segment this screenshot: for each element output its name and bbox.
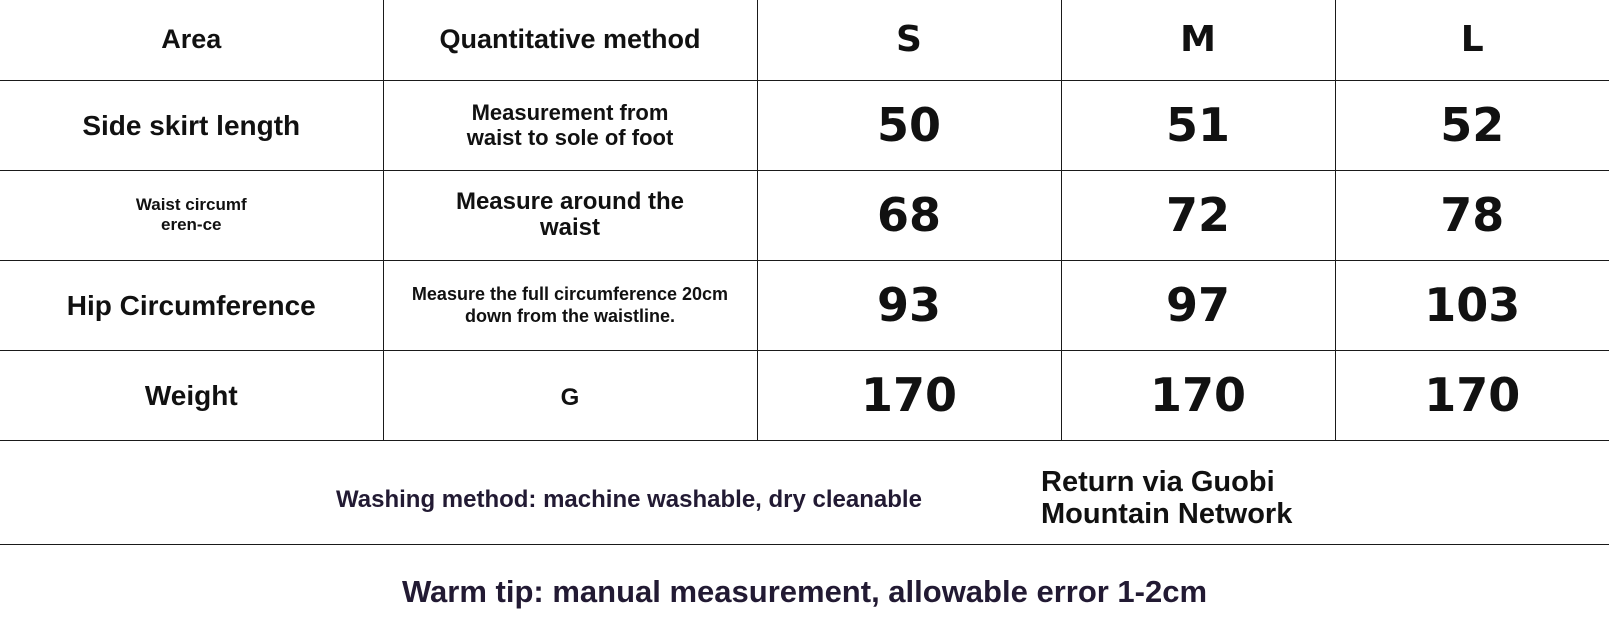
method-label: Measure the full circumference 20cm down from the waistline. — [411, 284, 729, 326]
value-l: 170 — [1335, 350, 1609, 440]
area-cell — [0, 80, 383, 170]
care-info-row — [0, 452, 1609, 545]
method-label: G — [560, 384, 580, 411]
washing-method-text: Washing method: machine washable, dry cleanable — [336, 486, 922, 513]
header-area: Area — [0, 0, 383, 80]
area-cell — [0, 350, 383, 440]
table-header-row — [0, 0, 1609, 80]
value-l: 52 — [1335, 80, 1609, 170]
return-note-text: Return via Guobi Mountain Network — [1041, 466, 1293, 530]
value-m: 72 — [1061, 170, 1335, 260]
header-size-s: S — [757, 0, 1061, 80]
value-l: 103 — [1335, 260, 1609, 350]
table-row — [0, 260, 1609, 350]
header-method: Quantitative method — [383, 0, 757, 80]
method-cell — [383, 80, 757, 170]
table-row — [0, 350, 1609, 440]
method-cell — [383, 170, 757, 260]
method-cell — [383, 260, 757, 350]
header-size-l: L — [1335, 0, 1609, 80]
value-s: 93 — [757, 260, 1061, 350]
value-l: 78 — [1335, 170, 1609, 260]
table-row — [0, 80, 1609, 170]
value-s: 50 — [757, 80, 1061, 170]
value-m: 97 — [1061, 260, 1335, 350]
area-cell — [0, 260, 383, 350]
value-s: 170 — [757, 350, 1061, 440]
method-label: Measurement from waist to sole of foot — [466, 100, 674, 150]
area-label: Hip Circumference — [66, 289, 316, 321]
header-size-m: M — [1061, 0, 1335, 80]
table-row — [0, 170, 1609, 260]
value-s: 68 — [757, 170, 1061, 260]
area-cell — [0, 170, 383, 260]
method-label: Measure around the waist — [455, 188, 685, 241]
value-m: 170 — [1061, 350, 1335, 440]
area-label: Side skirt length — [82, 109, 301, 141]
warm-tip-text: Warm tip: manual measurement, allowable error 1-2cm — [401, 574, 1208, 609]
area-label: Weight — [144, 379, 238, 411]
value-m: 51 — [1061, 80, 1335, 170]
area-label: Waist circumferen-ce — [135, 195, 247, 234]
method-cell — [383, 350, 757, 440]
